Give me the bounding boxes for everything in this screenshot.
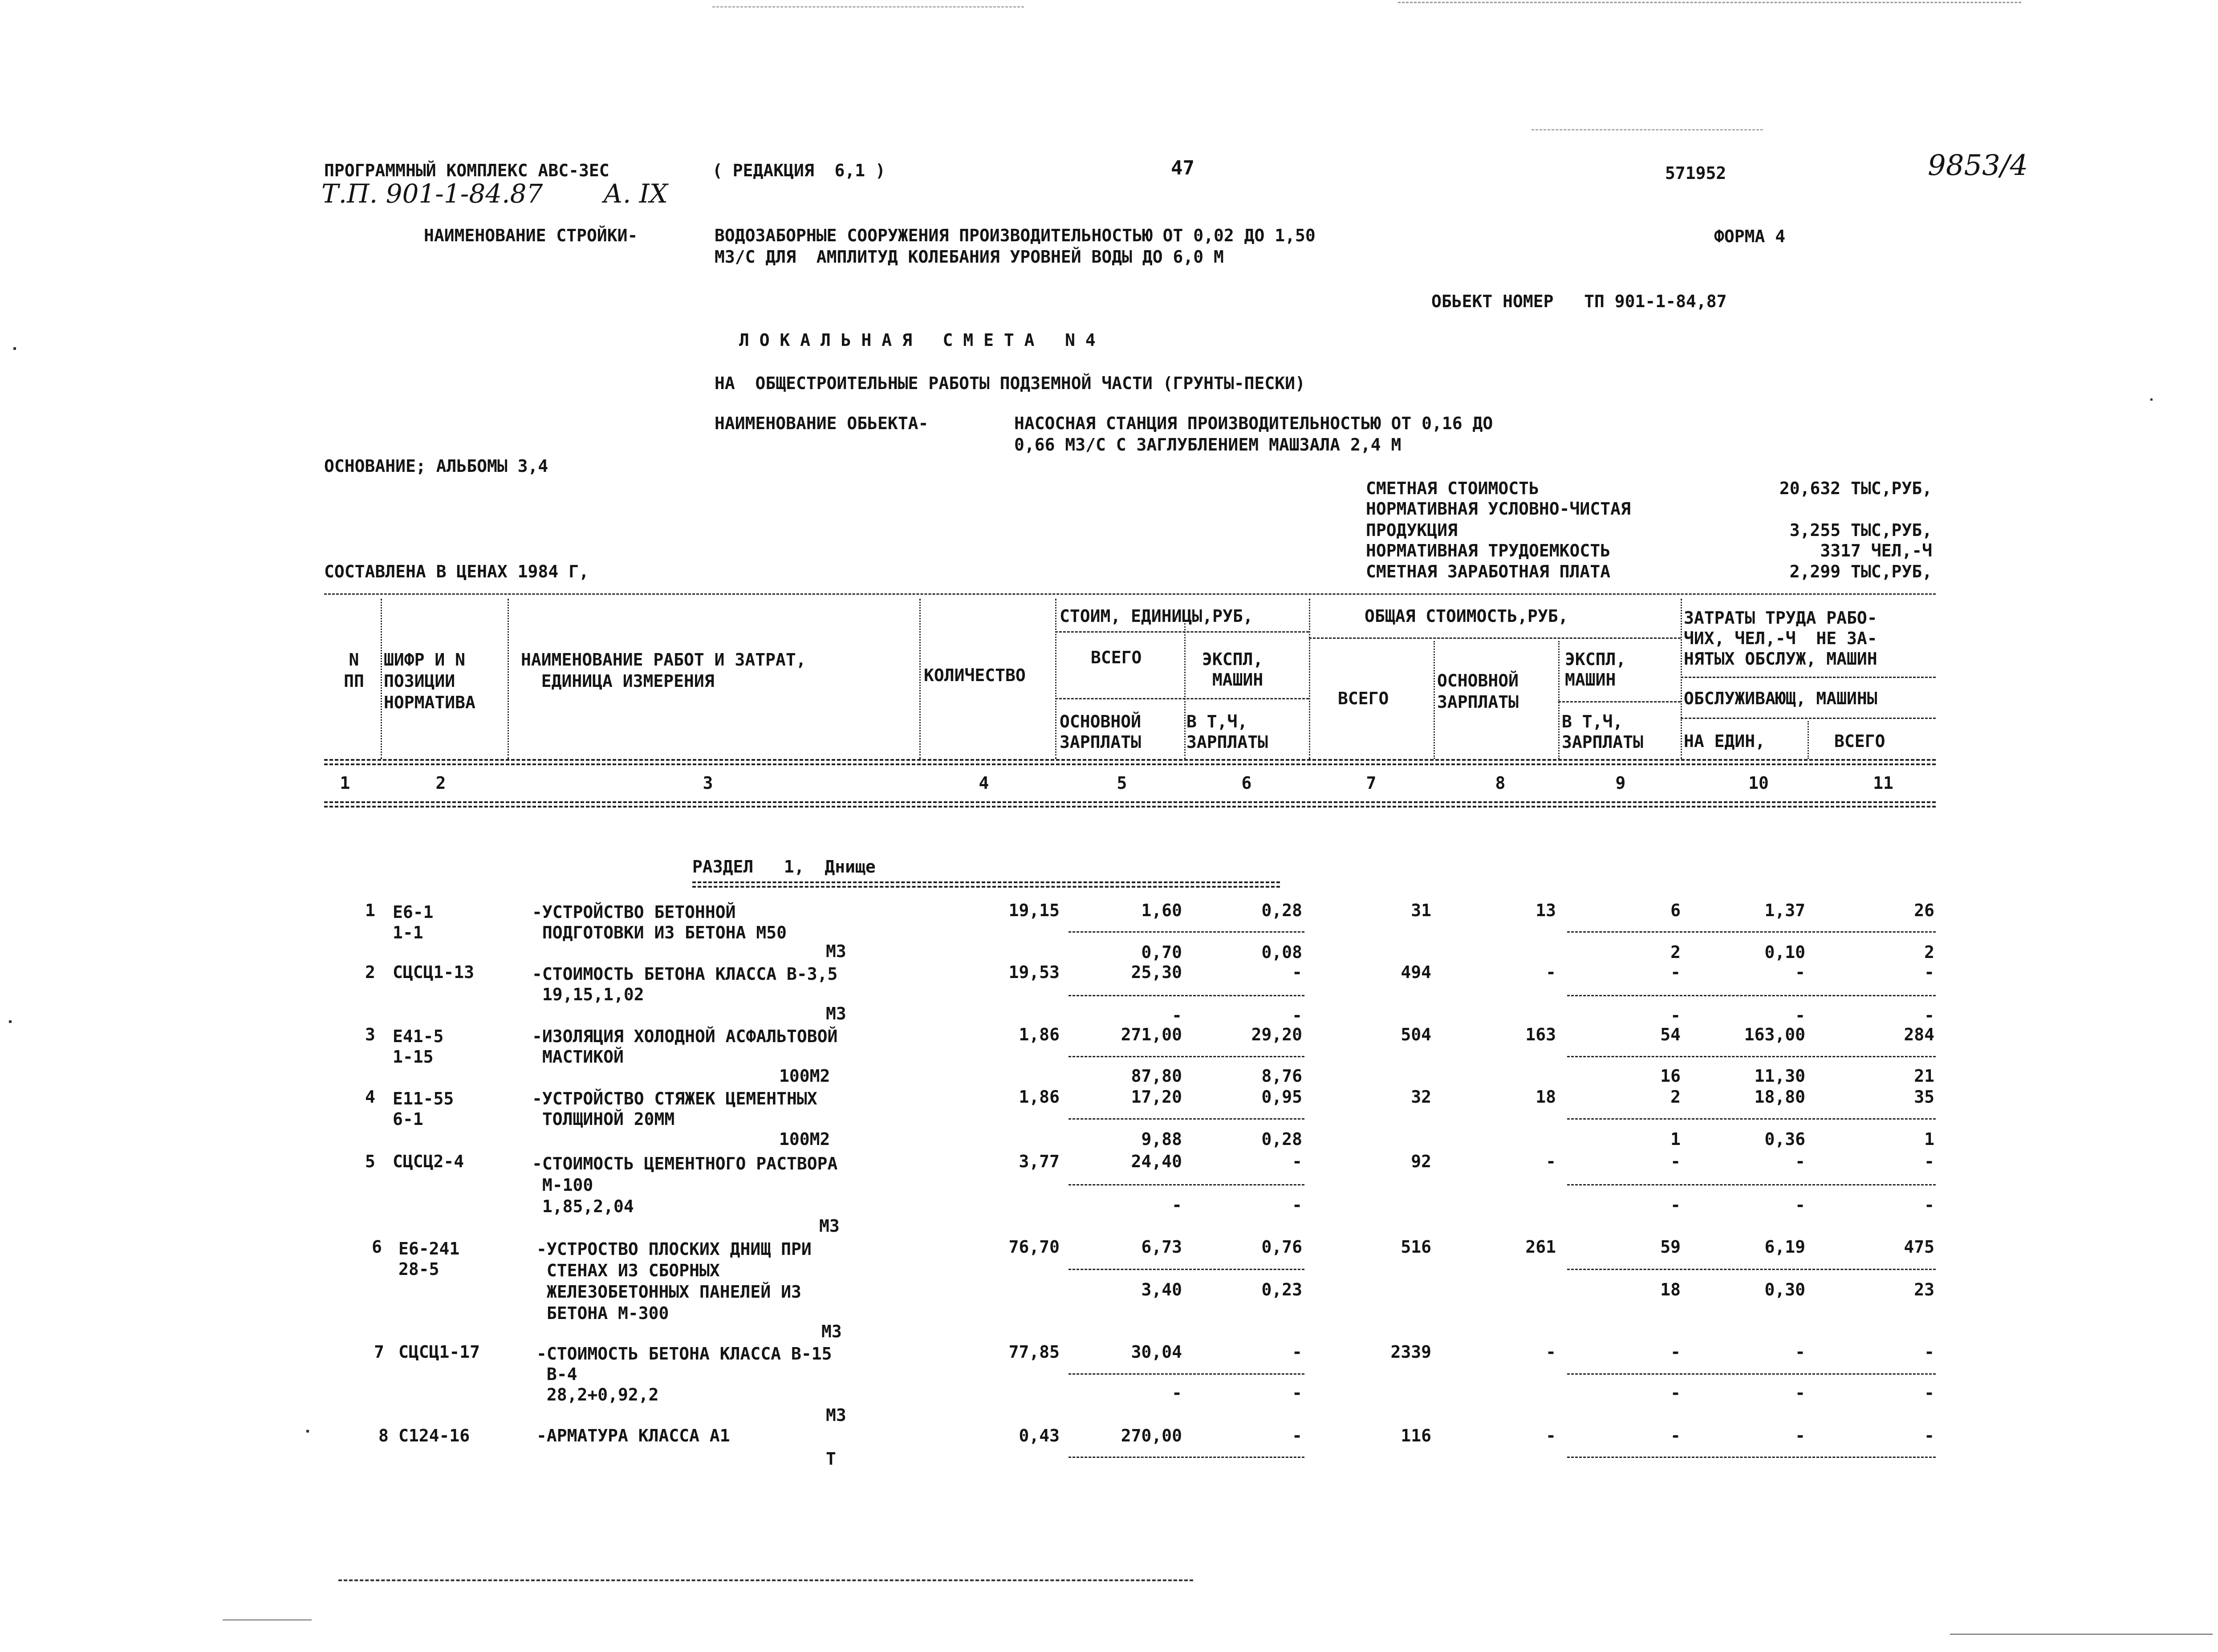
labor-per-unit: - [1795,1342,1805,1362]
header-rule [1055,698,1309,699]
position-code: Е41-5 1-15 [393,1027,444,1067]
handwritten-album: А. IX [603,179,668,209]
scan-speck [13,347,16,350]
total-all: 516 [1401,1237,1431,1257]
total-incl-wage: - [1670,1006,1681,1025]
header-total-cost: ОБЩАЯ СТОИМОСТЬ,РУБ, [1365,606,1568,626]
summary-label: НОРМАТИВНАЯ УСЛОВНО-ЧИСТАЯ [1366,499,1631,519]
total-all: 32 [1411,1087,1431,1107]
labor-total: 284 [1904,1025,1934,1044]
col-divider [381,599,382,759]
section-title: РАЗДЕЛ 1, Днище [692,857,876,877]
col-divider [1558,641,1560,759]
row-rule [1068,1184,1304,1185]
quantity: 19,15 [1008,901,1060,920]
quantity: 3,77 [1019,1152,1060,1171]
quantity: 1,86 [1019,1087,1060,1107]
quantity: 1,86 [1019,1025,1060,1044]
col-divider [1681,599,1682,759]
work-name: -ИЗОЛЯЦИЯ ХОЛОДНОЙ АСФАЛЬТОВОЙ МАСТИКОЙ [532,1027,838,1067]
construction-label: НАИМЕНОВАНИЕ СТРОЙКИ- [424,226,638,245]
unit-mach: - [1292,1342,1302,1362]
construction-name-line1: ВОДОЗАБОРНЫЕ СООРУЖЕНИЯ ПРОИЗВОДИТЕЛЬНОСТЬЮ ОТ 0,02 ДО 1,50 [715,226,1316,245]
total-incl-wage: 16 [1660,1066,1681,1086]
table-row: 1 [365,901,375,920]
work-name: -СТОИМОСТЬ ЦЕМЕНТНОГО РАСТВОРА М-100 1,85,2,04 [532,1154,838,1216]
unit-mach: 0,95 [1261,1087,1302,1107]
total-all: 116 [1401,1426,1431,1445]
total-wage: 261 [1525,1237,1556,1257]
work-name: -УСТРОЙСТВО БЕТОННОЙ ПОДГОТОВКИ ИЗ БЕТОНА М50 [532,902,787,942]
table-row: 8 [378,1426,389,1445]
position-code: Е6-241 28-5 [398,1239,460,1279]
row-rule [1068,931,1304,933]
total-incl-wage: 1 [1670,1129,1681,1149]
object-number: ОБЬЕКТ НОМЕР ТП 901-1-84,87 [1431,292,1727,311]
total-wage: - [1546,1152,1556,1171]
quantity: 19,53 [1008,962,1060,982]
row-rule [1567,995,1936,996]
unit: М3 [819,1216,840,1236]
row-rule [1068,1457,1304,1458]
labor-mach-total: 1 [1924,1129,1934,1149]
labor-mach-total: 21 [1914,1066,1934,1086]
header-unit-mach: ЭКСПЛ, МАШИН [1202,649,1263,690]
labor-mach-total: - [1924,1006,1934,1025]
labor-mach-total: - [1924,1195,1934,1215]
total-mach: - [1670,962,1681,982]
total-wage: - [1546,962,1556,982]
labor-mach-total: 2 [1924,942,1934,962]
table-row: 2 [365,962,375,982]
total-wage: 18 [1536,1087,1556,1107]
total-wage: 13 [1536,901,1556,920]
unit-incl-wage: 8,76 [1261,1066,1302,1086]
table-row: 7 [374,1342,384,1362]
total-mach: 59 [1660,1237,1681,1257]
unit-wage: - [1172,1006,1182,1025]
total-incl-wage: 2 [1670,942,1681,962]
unit-wage: 9,88 [1141,1129,1182,1149]
quantity: 77,85 [1008,1342,1060,1362]
quantity: 76,70 [1008,1237,1060,1257]
total-mach: 2 [1670,1087,1681,1107]
unit: Т [826,1449,836,1469]
unit-incl-wage: 0,28 [1261,1129,1302,1149]
scan-speck [2150,398,2153,401]
total-mach: - [1670,1342,1681,1362]
labor-total: 35 [1914,1087,1934,1107]
unit-wage: 0,70 [1141,942,1182,962]
unit: М3 [821,1322,842,1341]
summary-label: СМЕТНАЯ ЗАРАБОТНАЯ ПЛАТА [1366,562,1611,581]
unit-incl-wage: - [1292,1195,1302,1215]
total-wage: 163 [1525,1025,1556,1044]
header-rule [1681,718,1936,719]
unit-total: 24,40 [1131,1152,1182,1171]
header-unit-incl: В Т,Ч, ЗАРПЛАТЫ [1186,712,1268,752]
unit-total: 30,04 [1131,1342,1182,1362]
column-number: 11 [1873,773,1893,793]
edition-label: ( РЕДАКЦИЯ 6,1 ) [712,161,886,180]
column-number: 6 [1241,773,1252,793]
scan-speck [306,1430,309,1433]
total-mach: - [1670,1426,1681,1445]
row-rule [1567,1373,1936,1375]
header-tot-mach: ЭКСПЛ, МАШИН [1565,649,1626,690]
labor-mach-unit: 11,30 [1754,1066,1805,1086]
total-mach: 54 [1660,1025,1681,1044]
summary-value: 3317 ЧЕЛ,-Ч [1820,541,1932,560]
header-qty: КОЛИЧЕСТВО [924,666,1026,685]
total-incl-wage: 18 [1660,1280,1681,1299]
unit-mach: 0,28 [1261,901,1302,920]
col-divider [1309,599,1310,759]
summary-value: 3,255 ТЫС,РУБ, [1789,520,1932,540]
header-code: ШИФР И N ПОЗИЦИИ НОРМАТИВА [384,650,475,712]
col-divider [508,599,509,759]
header-unit-cost: СТОИМ, ЕДИНИЦЫ,РУБ, [1060,606,1253,626]
labor-per-unit: - [1795,1426,1805,1445]
prices-year-text: СОСТАВЛЕНА В ЦЕНАХ 1984 Г, [324,562,589,581]
total-wage: - [1546,1426,1556,1445]
position-code: С124-16 [398,1426,470,1445]
row-rule [1567,1269,1936,1270]
unit-wage: 3,40 [1141,1280,1182,1299]
labor-total: - [1924,1152,1934,1171]
total-all: 31 [1411,901,1431,920]
labor-mach-unit: 0,10 [1764,942,1805,962]
total-all: 92 [1411,1152,1431,1171]
row-rule [1567,1118,1936,1120]
header-tot-incl: В Т,Ч, ЗАРПЛАТЫ [1562,712,1644,752]
unit-wage: - [1172,1383,1182,1403]
row-rule [1567,1056,1936,1057]
work-name: -УСТРОСТВО ПЛОСКИХ ДНИЩ ПРИ СТЕНАХ ИЗ СБОРНЫХ ЖЕЛЕЗОБЕТОННЫХ ПАНЕЛЕЙ ИЗ БЕТОНА М-300 [536,1239,812,1323]
labor-total: - [1924,1342,1934,1362]
row-rule [1567,1184,1936,1185]
header-n: N ПП [344,650,364,691]
column-number: 5 [1117,773,1127,793]
page-number: 47 [1171,157,1194,179]
labor-mach-unit: - [1795,1006,1805,1025]
program-name: ПРОГРАММНЫЙ КОМПЛЕКС АВС-ЗЕС [324,161,609,180]
object-label: НАИМЕНОВАНИЕ ОБЬЕКТА- [715,414,929,433]
row-rule [1068,1056,1304,1057]
header-unit-total: ВСЕГО [1091,648,1142,667]
column-number: 8 [1495,773,1506,793]
document-code: 571952 [1665,163,1726,183]
col-divider [1184,623,1186,759]
column-number: 1 [340,773,350,793]
unit-mach: 0,76 [1261,1237,1302,1257]
labor-total: 475 [1904,1237,1934,1257]
unit-total: 6,73 [1141,1237,1182,1257]
row-rule [1068,1269,1304,1270]
summary-value: 2,299 ТЫС,РУБ, [1789,562,1932,581]
object-name-line1: НАСОСНАЯ СТАНЦИЯ ПРОИЗВОДИТЕЛЬНОСТЬЮ ОТ 0,16 ДО [1014,414,1493,433]
unit-incl-wage: - [1292,1383,1302,1403]
position-code: СЦСЦ2-4 [393,1152,464,1171]
quantity: 0,43 [1019,1426,1060,1445]
labor-per-unit: - [1795,962,1805,982]
document-subtitle: НА ОБЩЕСТРОИТЕЛЬНЫЕ РАБОТЫ ПОДЗЕМНОЙ ЧАСТИ (ГРУНТЫ-ПЕСКИ) [715,373,1305,393]
work-name: -АРМАТУРА КЛАССА А1 [536,1426,730,1445]
unit-total: 17,20 [1131,1087,1182,1107]
header-double-rule [324,759,1936,765]
column-number: 9 [1615,773,1626,793]
labor-total: - [1924,1426,1934,1445]
work-name: -СТОИМОСТЬ БЕТОНА КЛАССА В-15 В-4 28,2+0,92,2 [536,1344,832,1404]
header-unit-wage: ОСНОВНОЙ ЗАРПЛАТЫ [1060,712,1141,752]
work-name: -УСТРОЙСТВО СТЯЖЕК ЦЕМЕНТНЫХ ТОЛЩИНОЙ 20ММ [532,1089,817,1129]
table-row: 5 [365,1152,375,1171]
labor-per-unit: 6,19 [1764,1237,1805,1257]
unit-total: 1,60 [1141,901,1182,920]
labor-mach-total: 23 [1914,1280,1934,1299]
total-incl-wage: - [1670,1383,1681,1403]
construction-name-line2: М3/С ДЛЯ АМПЛИТУД КОЛЕБАНИЯ УРОВНЕЙ ВОДЫ ДО 6,0 М [715,247,1224,267]
total-all: 494 [1401,962,1431,982]
table-row: 4 [365,1087,375,1107]
unit: 100М2 [779,1129,830,1149]
unit-total: 270,00 [1121,1426,1182,1445]
unit-mach: - [1292,1152,1302,1171]
form-number: ФОРМА 4 [1714,227,1786,246]
total-all: 2339 [1390,1342,1431,1362]
scan-artifact-line [1950,1634,2213,1635]
header-rule [1681,677,1936,678]
column-number: 10 [1748,773,1769,793]
unit-incl-wage: 0,08 [1261,942,1302,962]
work-name: -СТОИМОСТЬ БЕТОНА КЛАССА В-3,5 19,15,1,02 [532,964,838,1004]
column-number: 7 [1366,773,1377,793]
summary-label: ПРОДУКЦИЯ [1366,520,1458,540]
labor-mach-unit: - [1795,1195,1805,1215]
col-divider [1808,721,1809,759]
col-divider [1434,641,1435,759]
unit-total: 271,00 [1121,1025,1182,1044]
unit-incl-wage: 0,23 [1261,1280,1302,1299]
total-mach: - [1670,1152,1681,1171]
table-row: 6 [372,1237,382,1257]
labor-mach-total: - [1924,1383,1934,1403]
position-code: СЦСЦ1-13 [393,962,475,982]
row-rule [1567,931,1936,933]
col-divider [919,599,921,759]
table-top-rule [324,593,1936,595]
col-divider [1055,599,1056,759]
labor-mach-unit: 0,36 [1764,1129,1805,1149]
unit-mach: - [1292,962,1302,982]
object-name-line2: 0,66 М3/С С ЗАГЛУБЛЕНИЕМ МАШЗАЛА 2,4 М [1014,435,1401,455]
position-code: Е6-1 1-1 [393,902,434,942]
unit-wage: 87,80 [1131,1066,1182,1086]
summary-label: НОРМАТИВНАЯ ТРУДОЕМКОСТЬ [1366,541,1611,560]
total-all: 504 [1401,1025,1431,1044]
header-per-unit: НА ЕДИН, [1684,731,1766,751]
header-labor-sub: ОБСЛУЖИВАЮЩ, МАШИНЫ [1684,689,1877,708]
total-wage: - [1546,1342,1556,1362]
unit-mach: 29,20 [1251,1025,1302,1044]
unit-incl-wage: - [1292,1006,1302,1025]
column-number-double-rule [324,801,1936,808]
scan-artifact-line [1531,129,1763,130]
unit-wage: - [1172,1195,1182,1215]
unit: М3 [826,942,846,961]
labor-total: - [1924,962,1934,982]
handwritten-stamp-number: 9853/4 [1928,149,2028,182]
labor-per-unit: 1,37 [1764,901,1805,920]
labor-per-unit: - [1795,1152,1805,1171]
row-rule [1567,1457,1936,1458]
row-rule [1068,1373,1304,1375]
labor-per-unit: 18,80 [1754,1087,1805,1107]
scan-artifact-line [1398,2,2021,3]
header-name: НАИМЕНОВАНИЕ РАБОТ И ЗАТРАТ, ЕДИНИЦА ИЗМЕРЕНИЯ [521,650,806,691]
labor-per-unit: 163,00 [1744,1025,1805,1044]
labor-mach-unit: 0,30 [1764,1280,1805,1299]
total-incl-wage: - [1670,1195,1681,1215]
header-rule [1558,701,1681,702]
scan-artifact-line [712,6,1024,8]
document-title: Л О К А Л Ь Н А Я С М Е Т А N 4 [739,330,1096,350]
column-number: 4 [979,773,989,793]
header-total: ВСЕГО [1834,731,1885,751]
unit: М3 [826,1004,846,1023]
header-rule [1309,637,1681,639]
position-code: Е11-55 6-1 [393,1089,454,1129]
basis-text: ОСНОВАНИЕ; АЛЬБОМЫ 3,4 [324,456,548,476]
unit: 100М2 [779,1066,830,1086]
total-mach: 6 [1670,901,1681,920]
table-row: 3 [365,1025,375,1044]
summary-label: СМЕТНАЯ СТОИМОСТЬ [1366,479,1539,498]
unit-mach: - [1292,1426,1302,1445]
unit-total: 25,30 [1131,962,1182,982]
header-rule [1055,631,1309,633]
handwritten-project-code: Т.П. 901-1-84.87 [321,179,543,209]
summary-value: 20,632 ТЫС,РУБ, [1779,479,1932,498]
unit: М3 [826,1405,846,1425]
labor-mach-unit: - [1795,1383,1805,1403]
header-tot-wage: ОСНОВНОЙ ЗАРПЛАТЫ [1437,671,1519,712]
header-labor: ЗАТРАТЫ ТРУДА РАБО- ЧИХ, ЧЕЛ,-Ч НЕ ЗА- НЯТЫХ ОБСЛУЖ, МАШИН [1684,608,1877,669]
position-code: СЦСЦ1-17 [398,1342,480,1362]
column-number: 3 [703,773,713,793]
header-tot-all: ВСЕГО [1338,689,1389,708]
scan-speck [9,1020,12,1023]
scan-artifact-line [338,1579,1193,1581]
row-rule [1068,995,1304,996]
column-number: 2 [435,773,446,793]
section-underline [692,881,1280,888]
labor-total: 26 [1914,901,1934,920]
row-rule [1068,1118,1304,1120]
